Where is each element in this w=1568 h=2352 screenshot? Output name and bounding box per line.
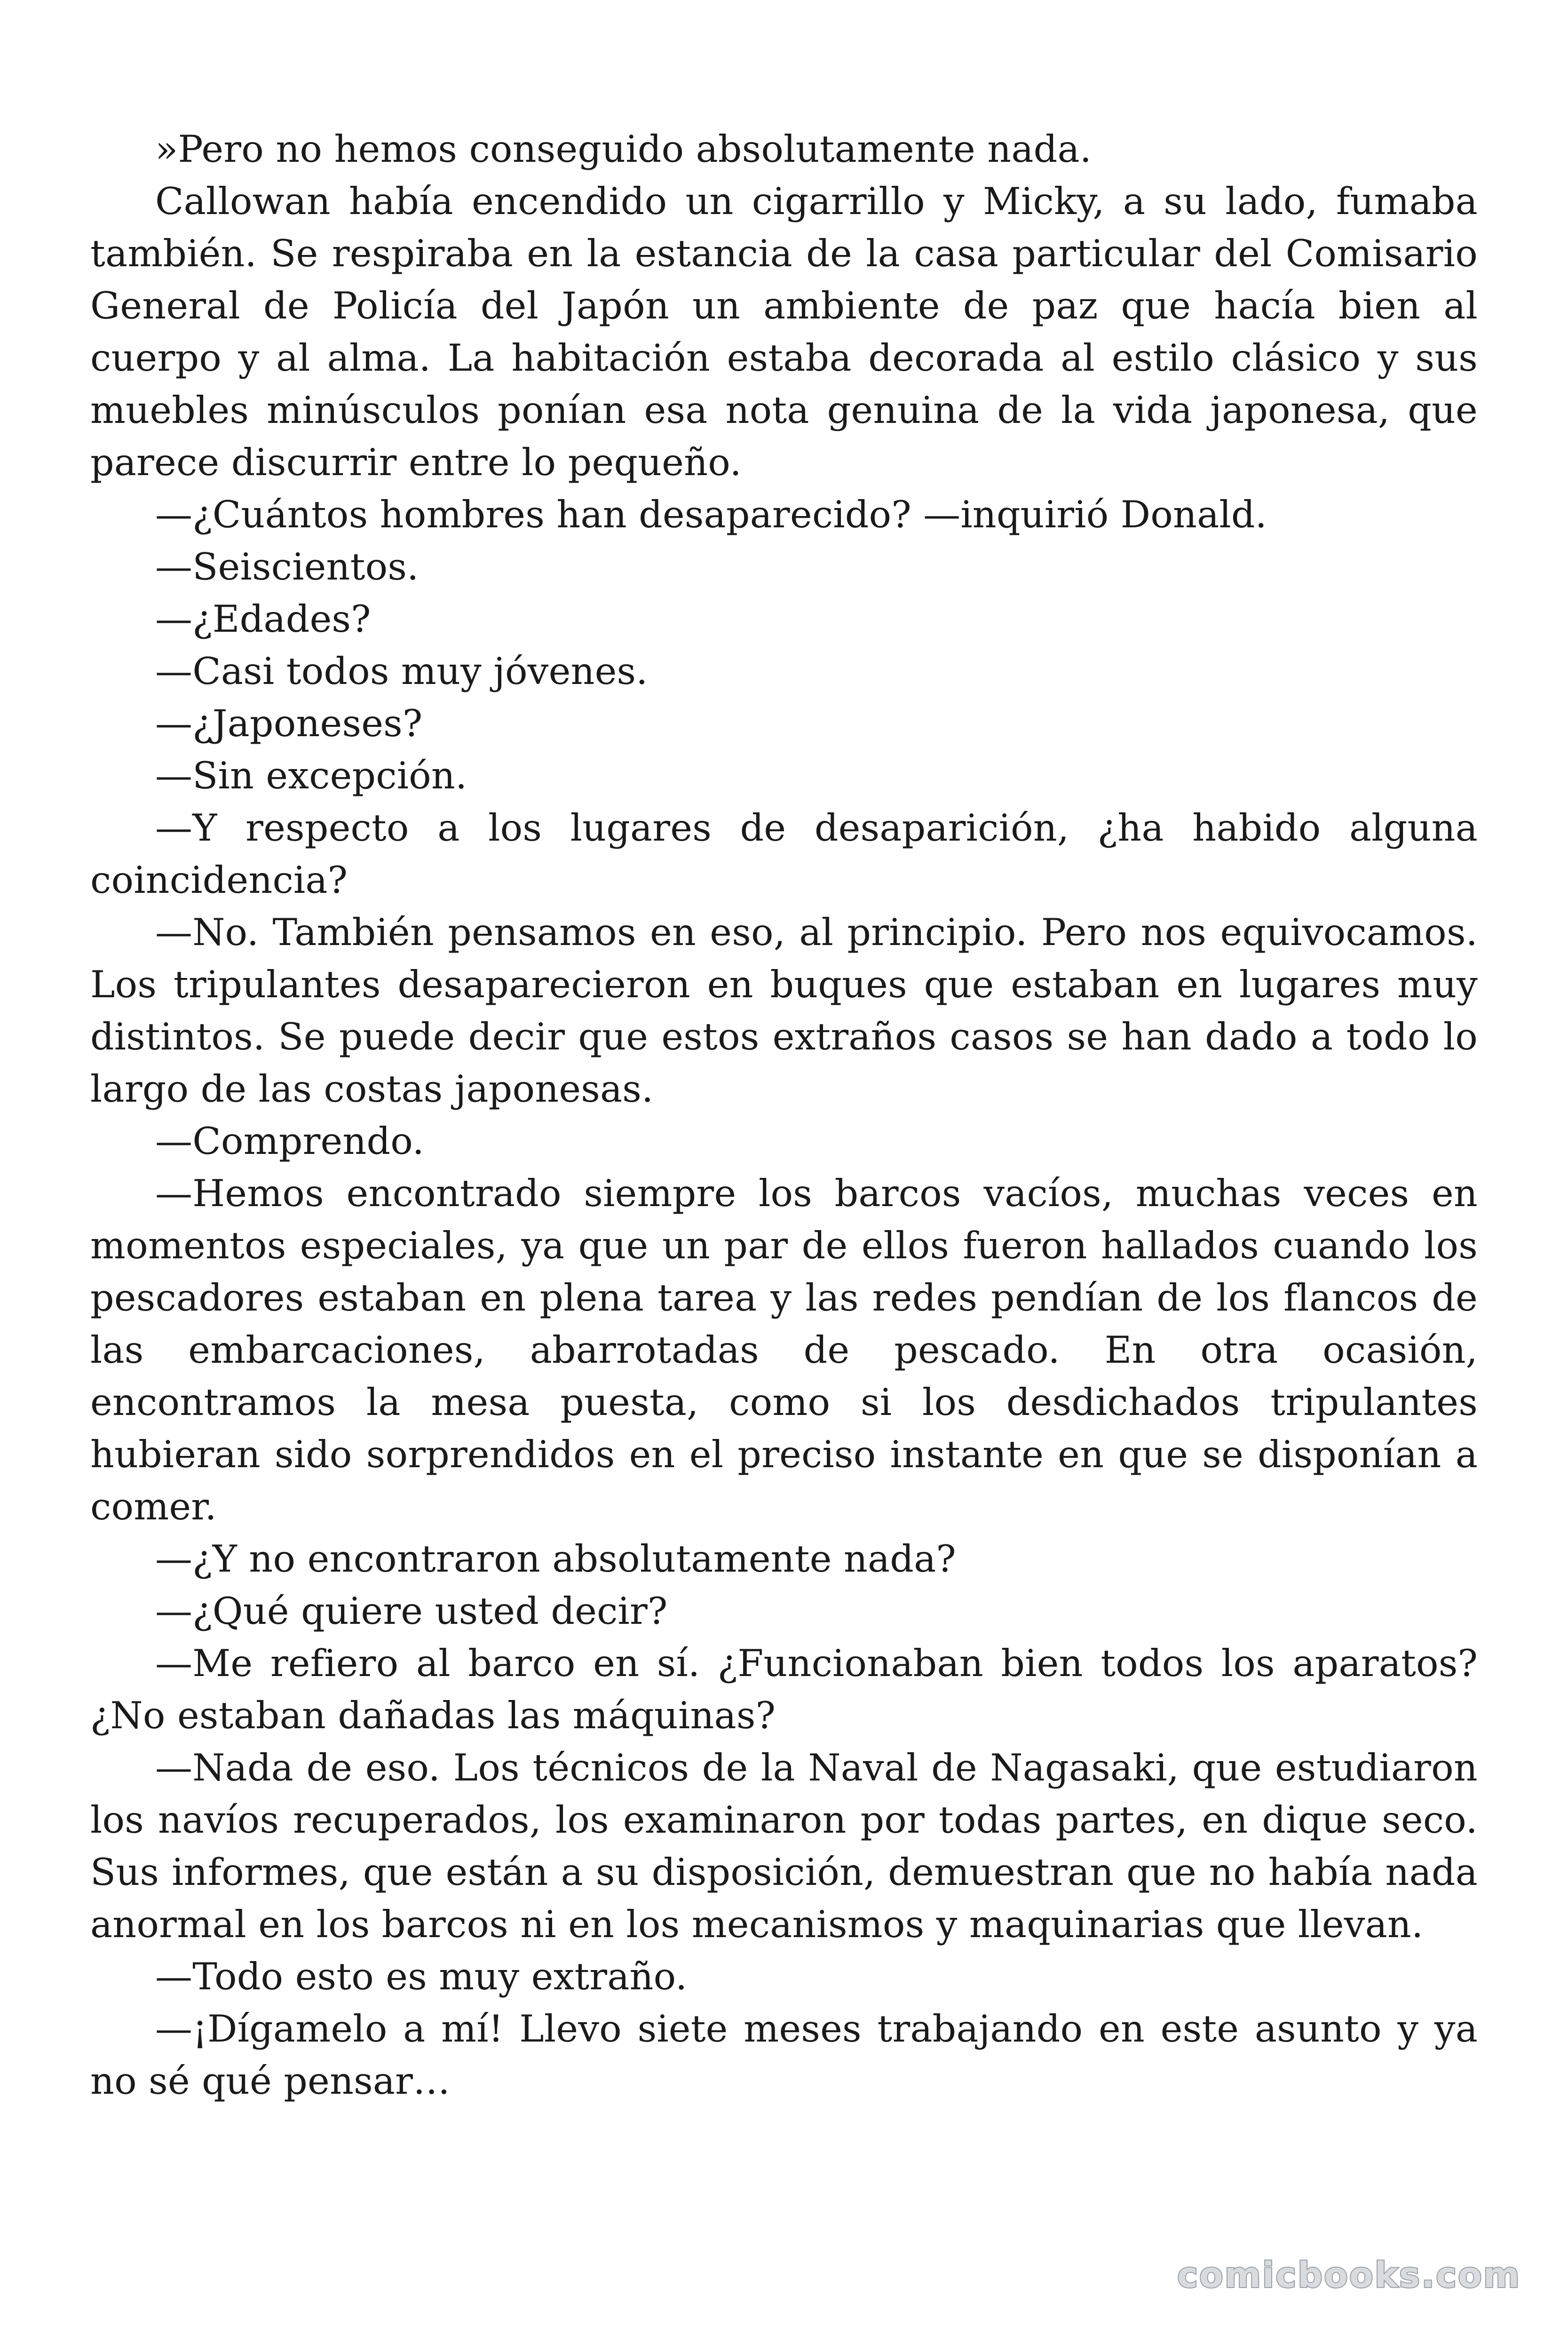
page-body [90, 123, 1478, 2107]
paragraph: —¿Qué quiere usted decir? [155, 1589, 668, 1633]
paragraph: —¿Edades? [155, 597, 371, 641]
paragraph: —Nada de eso. Los técnicos de la Naval de Nagasaki, que estudiaron los navíos recuperados, los examinaron por todas partes, en dique seco. Sus informes, que están a su disposición, demuestran que no había nada anormal en los barcos ni en los mecanismos y maquinarias que llevan. [90, 1746, 1478, 1946]
paragraph: —¿Japoneses? [155, 702, 423, 745]
paragraph: —Y respecto a los lugares de desaparición, ¿ha habido alguna coincidencia? [90, 806, 1478, 902]
paragraph: —Hemos encontrado siempre los barcos vacíos, muchas veces en momentos especiales, ya que un par de ellos fueron hallados cuando los pescadores estaban en plena tarea y las redes pendían de los flancos de las embarcaciones, abarrotadas de pescado. En otra ocasión, encontramos la mesa puesta, como si los desdichados tripulantes hubieran sido sorprendidos en el preciso instante en que se disponían a comer. [90, 1172, 1478, 1528]
paragraph: Callowan había encendido un cigarrillo y Micky, a su lado, fumaba también. Se respiraba en la estancia de la casa particular del Comisario General de Policía del Japón un ambiente de paz que hacía bien al cuerpo y al alma. La habitación estaba decorada al estilo clásico y sus muebles minúsculos ponían esa nota genuina de la vida japonesa, que parece discurrir entre lo pequeño. [90, 180, 1478, 484]
paragraph: —¡Dígamelo a mí! Llevo siete meses trabajando en este asunto y ya no sé qué pensar… [90, 2007, 1478, 2103]
paragraph: —Todo esto es muy extraño. [155, 1955, 688, 1998]
paragraph: —¿Y no encontraron absolutamente nada? [155, 1537, 956, 1581]
paragraph: —Me refiero al barco en sí. ¿Funcionaban bien todos los aparatos? ¿No estaban dañadas las máquinas? [90, 1642, 1478, 1737]
paragraph: —¿Cuántos hombres han desaparecido? —inquirió Donald. [155, 493, 1267, 536]
paragraph: —No. También pensamos en eso, al principio. Pero nos equivocamos. Los tripulantes desaparecieron en buques que estaban en lugares muy distintos. Se puede decir que estos extraños casos se han dado a todo lo largo de las costas japonesas. [90, 911, 1478, 1111]
paragraph: —Casi todos muy jóvenes. [155, 650, 648, 693]
paragraph: —Seiscientos. [155, 545, 419, 588]
paragraph: —Comprendo. [155, 1120, 424, 1163]
watermark: comicbooks.com [1177, 2255, 1521, 2296]
paragraph: »Pero no hemos conseguido absolutamente nada. [155, 127, 1092, 171]
paragraph: —Sin excepción. [155, 754, 467, 797]
